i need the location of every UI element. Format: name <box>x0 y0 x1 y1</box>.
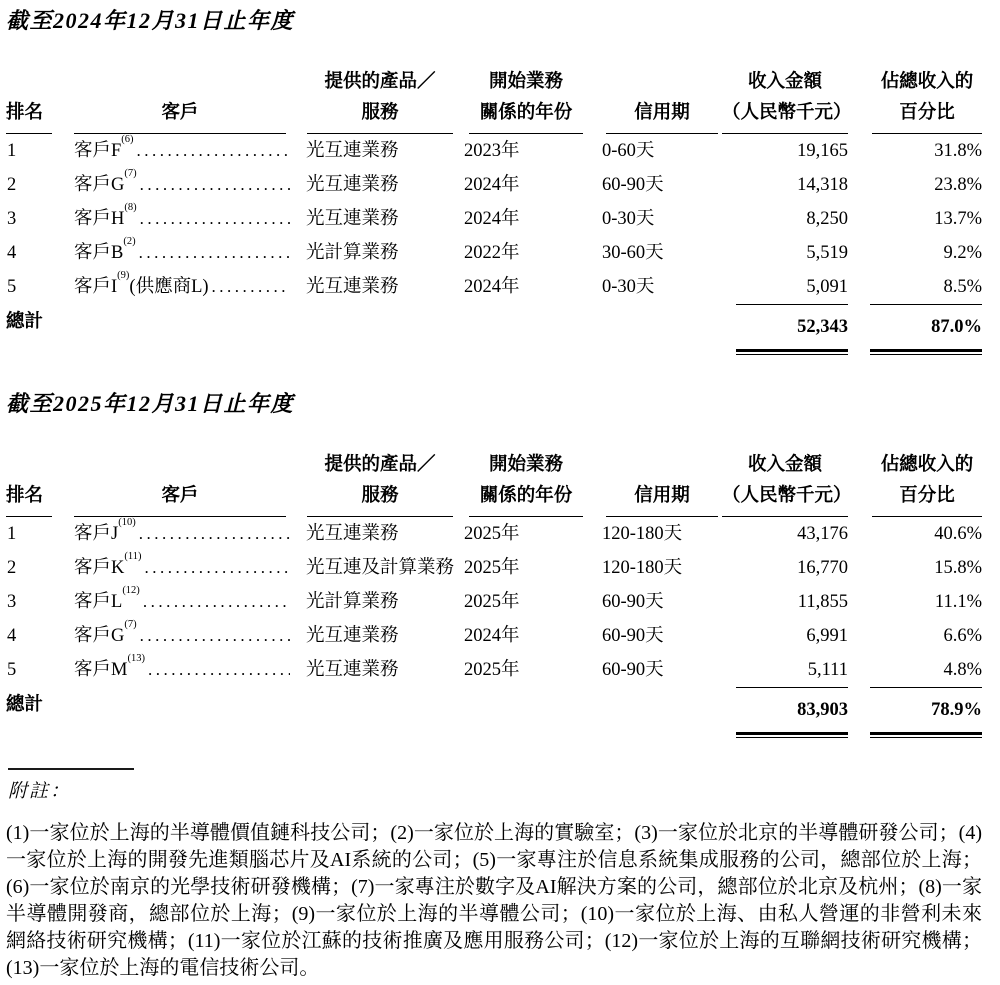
col-header-percent: 佔總收入的 百分比 <box>848 67 982 134</box>
dot-leader <box>139 517 290 551</box>
double-rule <box>736 349 848 355</box>
rank-cell: 1 <box>7 524 17 545</box>
rank-cell: 4 <box>7 626 17 647</box>
percent-cell: 11.1% <box>934 592 982 613</box>
footnote-marker: (11) <box>124 551 142 563</box>
customer-row <box>6 168 982 202</box>
customer-cell: 客戶H$^{(8)}$ ..... <box>74 202 302 236</box>
total-revenue: 83,903 <box>797 700 848 721</box>
rank-cell: 2 <box>7 558 17 579</box>
percent-cell: 9.2% <box>943 243 982 263</box>
footnote-marker: (6) <box>121 133 134 145</box>
customer-cell: 客戶J$^{(10)}$ ..... <box>74 517 302 551</box>
rank-cell: 2 <box>7 175 17 195</box>
rank-cell: 5 <box>7 277 17 297</box>
footnote-marker: (7) <box>124 619 137 631</box>
double-rule <box>870 349 982 355</box>
rank-cell: 1 <box>7 141 17 161</box>
col-header-credit: 信用期 <box>594 67 718 134</box>
year-cell: 2022年 <box>464 243 520 263</box>
total-percent: 78.9% <box>931 700 982 721</box>
customer-cell: 客戶B$^{(2)}$ ..... <box>74 236 302 270</box>
credit-cell: 60-90天 <box>602 592 664 613</box>
service-cell: 光互連及計算業務 <box>306 558 455 579</box>
credit-cell: 0-30天 <box>602 209 655 229</box>
percent-cell: 40.6% <box>934 524 982 545</box>
total-label: 總計 <box>6 695 44 716</box>
revenue-cell: 16,770 <box>797 558 848 579</box>
customer-row <box>6 619 982 653</box>
total-label: 總計 <box>6 312 44 332</box>
customer-cell: 客戶G$^{(7)}$ ..... <box>74 619 302 653</box>
rank-cell: 3 <box>7 592 17 613</box>
dot-leader <box>137 134 290 168</box>
dot-leader <box>140 168 290 202</box>
col-header-revenue: 收入金額 （人民幣千元） <box>718 450 848 517</box>
revenue-cell: 5,519 <box>806 243 848 263</box>
double-rule <box>736 732 848 738</box>
col-header-year: 開始業務 關係的年份 <box>458 67 594 134</box>
total-percent: 87.0% <box>931 317 982 337</box>
revenue-cell: 11,855 <box>797 592 848 613</box>
total-label-cell <box>6 304 718 355</box>
service-cell: 光互連業務 <box>306 626 399 647</box>
dot-leader <box>140 619 290 653</box>
percent-cell: 15.8% <box>934 558 982 579</box>
total-revenue-cell <box>718 687 848 738</box>
col-header-service: 提供的產品／ 服務 <box>302 450 458 517</box>
year-cell: 2025年 <box>464 524 520 545</box>
notes-text: (1)一家位於上海的半導體價值鏈科技公司；(2)一家位於上海的實驗室；(3)一家位於北京的半導體研發公司；(4)一家位於上海的開發先進類腦芯片及AI系統的公司；(5)一家專注於信息系統集成服務的公司，總部位於上海；(6)一家位於南京的光學技術研發機構；(7)一家專注於數字及AI解決方案的公司，總部位於北京及杭州；(8)一家半導體開發商，總部位於上海；(9)一家位於上海的半導體公司；(10)一家位於上海、由私人營運的非營利未來網絡技術研究機構；(11)一家位於江蘇的技術推廣及應用服務公司；(12)一家位於上海的互聯網技術研究機構；(13)一家位於上海的電信技術公司。 <box>6 822 982 980</box>
service-cell: 光計算業務 <box>306 592 399 613</box>
footnote-marker: (10) <box>118 517 136 529</box>
customer-row <box>6 236 982 270</box>
service-cell: 光互連業務 <box>306 277 399 297</box>
col-header-percent: 佔總收入的 百分比 <box>848 450 982 517</box>
top-customers-table-2025 <box>6 450 982 738</box>
footnote-marker: (7) <box>124 167 137 179</box>
year-cell: 2025年 <box>464 558 520 579</box>
col-header-revenue: 收入金額 （人民幣千元） <box>718 67 848 134</box>
customer-cell: 客戶K$^{(11)}$ ..... <box>74 551 302 585</box>
percent-cell: 4.8% <box>943 660 982 681</box>
revenue-cell: 43,176 <box>797 524 848 545</box>
percent-cell: 13.7% <box>934 209 982 229</box>
service-cell: 光互連業務 <box>306 175 399 195</box>
total-label-cell <box>6 687 718 738</box>
footnote-marker: (8) <box>124 201 137 213</box>
col-header-year: 開始業務 關係的年份 <box>458 450 594 517</box>
percent-cell: 23.8% <box>934 175 982 195</box>
col-header-rank: 排名 <box>6 450 74 517</box>
rank-cell: 4 <box>7 243 17 263</box>
service-cell: 光互連業務 <box>306 660 399 681</box>
customer-cell: 客戶M$^{(13)}$ ..... <box>74 653 302 687</box>
notes-label: 附註： <box>8 781 72 803</box>
dot-leader <box>140 202 290 236</box>
service-cell: 光互連業務 <box>306 209 399 229</box>
customer-row <box>6 585 982 619</box>
customer-cell: 客戶I$^{(9)}$(供應商L) ..... <box>74 270 302 304</box>
fiscal-year-2025-title: 截至2025年12月31日止年度 <box>6 391 295 417</box>
customer-row <box>6 551 982 585</box>
revenue-cell: 5,091 <box>806 277 848 297</box>
revenue-cell: 14,318 <box>797 175 848 195</box>
table-header <box>6 67 982 134</box>
year-cell: 2025年 <box>464 660 520 681</box>
year-cell: 2024年 <box>464 277 520 297</box>
total-percent-cell <box>848 304 982 355</box>
dot-leader <box>139 236 290 270</box>
notes-separator <box>8 768 134 770</box>
rank-cell: 5 <box>7 660 17 681</box>
customer-row <box>6 134 982 168</box>
percent-cell: 31.8% <box>934 141 982 161</box>
revenue-cell: 6,991 <box>806 626 848 647</box>
customer-row <box>6 517 982 551</box>
customer-cell: 客戶G$^{(7)}$ ..... <box>74 168 302 202</box>
footnote-marker: (2) <box>123 235 136 247</box>
service-cell: 光互連業務 <box>306 524 399 545</box>
total-revenue: 52,343 <box>797 317 848 337</box>
credit-cell: 60-90天 <box>602 626 664 647</box>
total-percent-cell <box>848 687 982 738</box>
table-header <box>6 450 982 517</box>
col-header-credit: 信用期 <box>594 450 718 517</box>
year-cell: 2025年 <box>464 592 520 613</box>
service-cell: 光互連業務 <box>306 141 399 161</box>
dot-leader <box>144 551 290 585</box>
credit-cell: 0-60天 <box>602 141 655 161</box>
rank-cell: 3 <box>7 209 17 229</box>
col-header-customer: 客戶 <box>74 67 302 134</box>
revenue-cell: 8,250 <box>806 209 848 229</box>
year-cell: 2023年 <box>464 141 520 161</box>
credit-cell: 0-30天 <box>602 277 655 297</box>
percent-cell: 8.5% <box>943 277 982 297</box>
credit-cell: 60-90天 <box>602 660 664 681</box>
dot-leader <box>212 270 290 304</box>
customer-row <box>6 653 982 687</box>
total-row <box>6 687 982 738</box>
service-cell: 光計算業務 <box>306 243 399 263</box>
total-revenue-cell <box>718 304 848 355</box>
col-header-rank: 排名 <box>6 67 74 134</box>
percent-cell: 6.6% <box>943 626 982 647</box>
fiscal-year-2024-title: 截至2024年12月31日止年度 <box>6 8 295 33</box>
credit-cell: 120-180天 <box>602 524 683 545</box>
credit-cell: 120-180天 <box>602 558 683 579</box>
dot-leader <box>143 585 290 619</box>
footnote-marker: (9) <box>117 269 130 281</box>
top-customers-table-2024 <box>6 67 982 355</box>
credit-cell: 60-90天 <box>602 175 664 195</box>
credit-cell: 30-60天 <box>602 243 664 263</box>
revenue-cell: 19,165 <box>797 141 848 161</box>
customer-cell: 客戶L$^{(12)}$ ..... <box>74 585 302 619</box>
customer-cell: 客戶F$^{(6)}$ ..... <box>74 134 302 168</box>
revenue-cell: 5,111 <box>807 660 848 681</box>
double-rule <box>870 732 982 738</box>
year-cell: 2024年 <box>464 626 520 647</box>
col-header-service: 提供的產品／ 服務 <box>302 67 458 134</box>
year-cell: 2024年 <box>464 175 520 195</box>
customer-row <box>6 202 982 236</box>
footnote-marker: (13) <box>127 653 145 665</box>
year-cell: 2024年 <box>464 209 520 229</box>
col-header-customer: 客戶 <box>74 450 302 517</box>
footnote-marker: (12) <box>122 585 140 597</box>
dot-leader <box>148 653 290 687</box>
total-row <box>6 304 982 355</box>
customer-row <box>6 270 982 304</box>
